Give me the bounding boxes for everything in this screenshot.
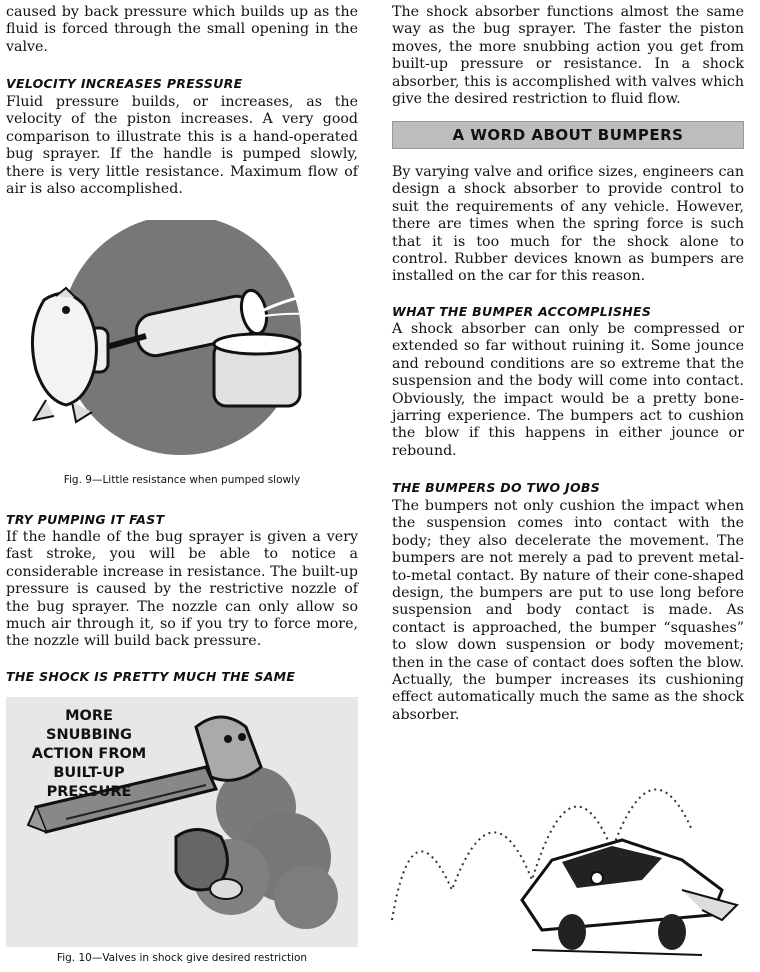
bouncing-car-illustration xyxy=(382,740,744,965)
shock-heading: THE SHOCK IS PRETTY MUCH THE SAME xyxy=(6,669,296,684)
bumpers-paragraph: By varying valve and orifice sizes, engineers can design a shock absorber to provide control to suit the requirements of any vehicle. However, there are times when the spring force is such that it is too much for the shock alone to control. Rubber devices known as bumpers are installed on the car for this reason. xyxy=(392,164,744,285)
accomplishes-paragraph: A shock absorber can only be compressed or extended so far without ruining it. Some jounce and rebound conditions are so extreme that the suspension and the body will come into contact. Obviously, the impact would be a pretty bone-jarring experience. The bumpers act to cushion the blow if this happens in either jounce or rebound. xyxy=(392,321,744,459)
velocity-paragraph: Fluid pressure builds, or increases, as the velocity of the piston increases. A very good comparison to illustrate this is a hand-operated bug sprayer. If the handle is pumped slowly, there is very little resistance. Maximum flow of air is also accomplished. xyxy=(6,94,358,198)
bumpers-banner: A WORD ABOUT BUMPERS xyxy=(392,121,744,149)
try-paragraph: If the handle of the bug sprayer is given a very fast stroke, you will be able to notice a considerable increase in resistance. The built-up pressure is caused by the restrictive nozzle of the bug sprayer. The nozzle can only allow so much air through it, so if you try to force more, the nozzle will build back pressure. xyxy=(6,529,358,650)
two-jobs-heading: THE BUMPERS DO TWO JOBS xyxy=(392,480,601,495)
two-jobs-paragraph: The bumpers not only cushion the impact when the suspension comes into contact with the body; they also decelerate the movement. The bumpers are not merely a pad to prevent metal-to-metal contact. By nature of their cone-shaped design, the bumpers are put to use long before suspension and body contact is made. As contact is approached, the bumper “squashes” to slow down suspension or body movement; then in the case of contact does soften the blow. Actually, the bumper increases its cushioning effect automatically much the same as the shock absorber. xyxy=(392,498,744,723)
accomplishes-heading: WHAT THE BUMPER ACCOMPLISHES xyxy=(392,304,652,319)
bug-sprayer-drawing xyxy=(6,220,358,470)
fig10-label-line3: BUILT-UP xyxy=(53,765,125,781)
fig10-illustration xyxy=(6,697,358,947)
fig10-label-line2: ACTION FROM xyxy=(31,746,147,762)
fig10-label-line1: MORE SNUBBING xyxy=(46,708,132,743)
car-drawing xyxy=(382,740,744,965)
fig10-label-line4: PRESSURE xyxy=(46,784,132,800)
velocity-heading: VELOCITY INCREASES PRESSURE xyxy=(6,76,243,91)
try-heading: TRY PUMPING IT FAST xyxy=(6,512,165,527)
fig9-illustration xyxy=(6,220,358,470)
intro-paragraph: caused by back pressure which builds up as the fluid is forced through the small opening in the valve. xyxy=(6,4,358,55)
shock-intro-paragraph: The shock absorber functions almost the same way as the bug sprayer. The faster the piston moves, the more snubbing action you get from built-up pressure or resistance. In a shock absorber, this is accomplished with valves which give the desired restriction to fluid flow. xyxy=(392,4,744,108)
fig10-label xyxy=(24,707,154,802)
fig10-caption: Fig. 10—Valves in shock give desired restriction xyxy=(56,952,308,964)
fig9-caption: Fig. 9—Little resistance when pumped slowly xyxy=(63,474,301,486)
